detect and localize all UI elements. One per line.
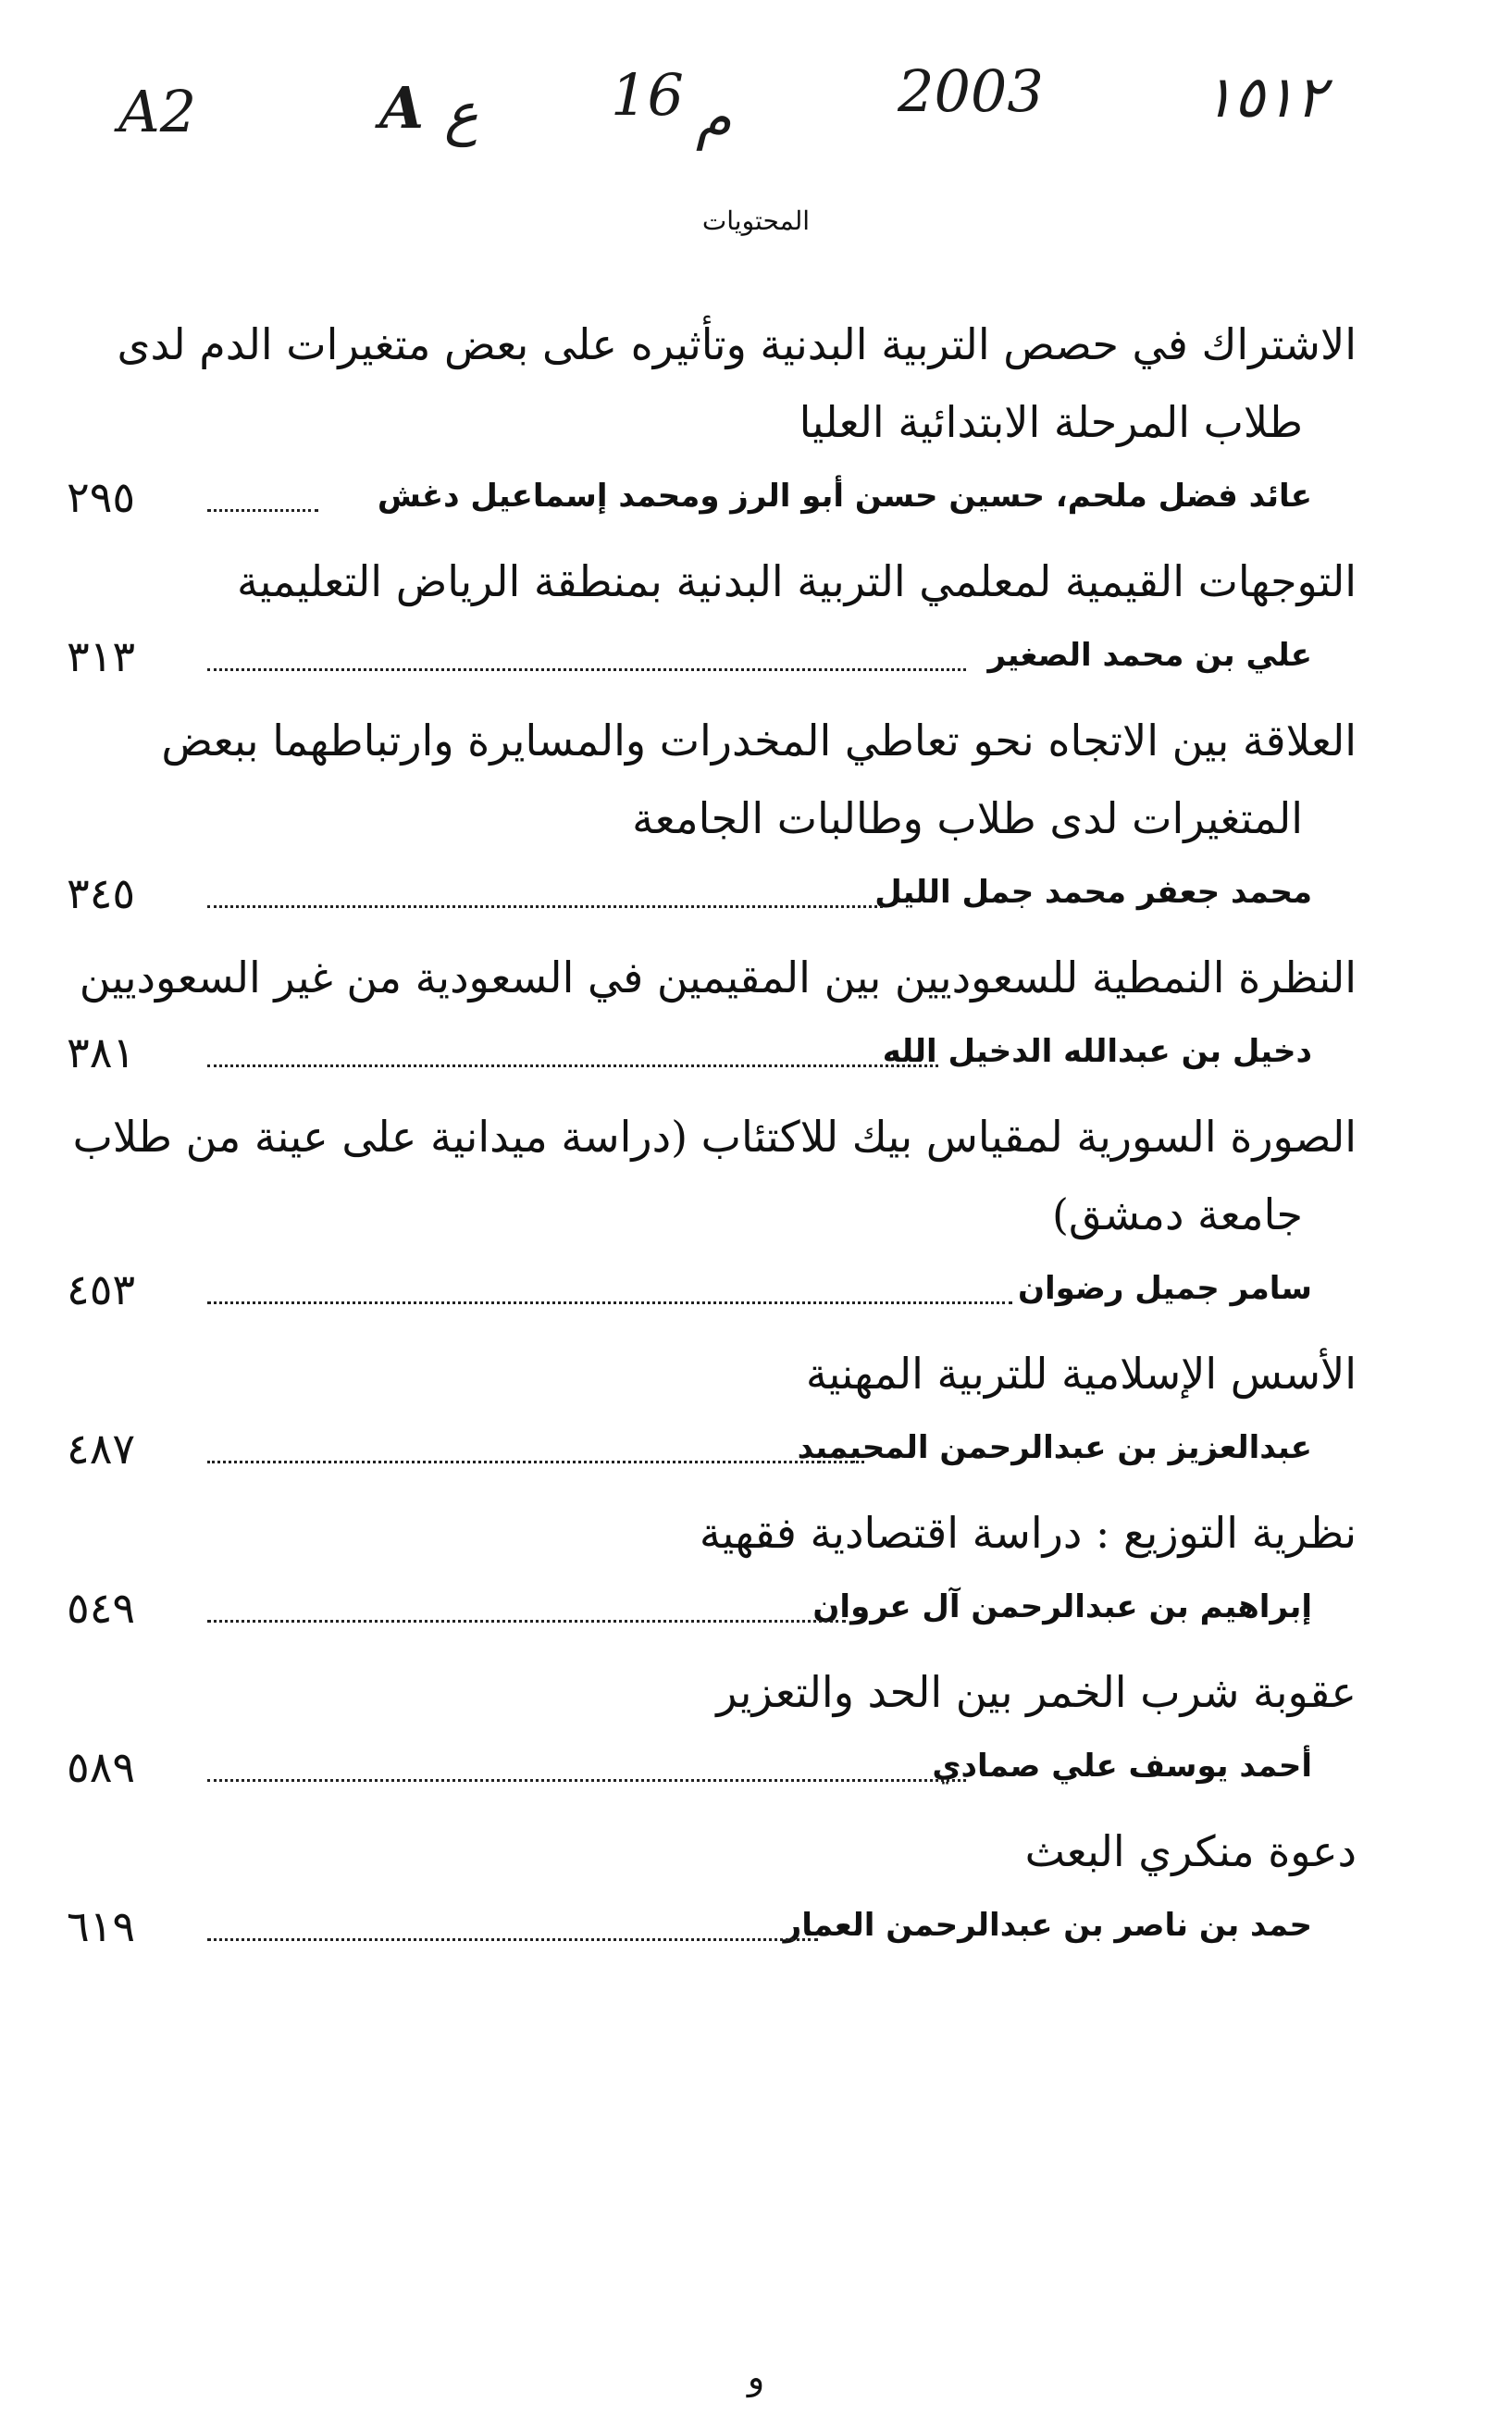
toc-entry — [0, 1494, 1512, 1653]
entry-title-line: الاشتراك في حصص التربية البدنية وتأثيره على بعض متغيرات الدم لدى — [117, 319, 1357, 369]
entry-author: أحمد يوسف علي صمادي — [932, 1748, 1312, 1785]
dot-leader — [207, 1938, 818, 1941]
handwritten-mark: 2003 — [898, 57, 1044, 125]
entry-page-number: ٣٨١ — [67, 1027, 136, 1077]
entry-author-line — [0, 1890, 1512, 1972]
entry-author: سامر جميل رضوان — [1017, 1270, 1312, 1307]
dot-leader — [207, 668, 966, 671]
entry-page-number: ٥٨٩ — [67, 1742, 136, 1792]
table-of-contents — [0, 305, 1512, 1972]
entry-page-number: ٢٩٥ — [67, 472, 136, 522]
entry-page-number: ٣١٣ — [67, 631, 136, 681]
entry-author-line — [0, 620, 1512, 702]
handwritten-mark: 16 — [611, 61, 684, 129]
entry-title-line: نظرية التوزيع : دراسة اقتصادية فقهية — [699, 1508, 1357, 1558]
dot-leader — [207, 509, 318, 512]
entry-author-line — [0, 1253, 1512, 1335]
entry-author-line — [0, 1413, 1512, 1494]
entry-author-line — [0, 461, 1512, 542]
handwritten-mark: م — [696, 83, 732, 151]
handwritten-mark: A2 — [118, 78, 197, 145]
entry-author: حمد بن ناصر بن عبدالرحمن العمار — [783, 1907, 1312, 1944]
entry-page-number: ٤٨٧ — [67, 1424, 136, 1474]
entry-title-line: المتغيرات لدى طلاب وطالبات الجامعة — [632, 793, 1303, 843]
entry-page-number: ٦١٩ — [67, 1901, 136, 1951]
entry-author-line — [0, 1572, 1512, 1653]
entry-title-line: طلاب المرحلة الابتدائية العليا — [799, 397, 1303, 447]
entry-author: عبدالعزيز بن عبدالرحمن المحيميد — [797, 1429, 1312, 1466]
toc-entry — [0, 542, 1512, 702]
dot-leader — [207, 1064, 938, 1067]
handwritten-mark: A — [379, 74, 425, 142]
toc-entry — [0, 1098, 1512, 1335]
entry-author-line — [0, 1016, 1512, 1098]
toc-entry — [0, 702, 1512, 939]
page-header-title: المحتويات — [701, 205, 811, 236]
entry-author: إبراهيم بن عبدالرحمن آل عروان — [812, 1588, 1312, 1625]
entry-author: عائد فضل ملحم، حسين حسن أبو الرز ومحمد إسماعيل دغش — [377, 478, 1312, 515]
entry-author-line — [0, 1731, 1512, 1812]
entry-title-line: الأسس الإسلامية للتربية المهنية — [805, 1349, 1357, 1399]
entry-author-line — [0, 857, 1512, 939]
entry-author: دخيل بن عبدالله الدخيل الله — [882, 1033, 1312, 1070]
dot-leader — [207, 1620, 846, 1623]
entry-title-line: العلاقة بين الاتجاه نحو تعاطي المخدرات والمسايرة وارتباطهما ببعض — [161, 716, 1357, 765]
entry-title-line: جامعة دمشق) — [1051, 1189, 1303, 1239]
toc-entry — [0, 305, 1512, 542]
toc-entry — [0, 1335, 1512, 1494]
entry-page-number: ٣٤٥ — [67, 868, 136, 918]
entry-title-line: التوجهات القيمية لمعلمي التربية البدنية بمنطقة الرياض التعليمية — [236, 556, 1357, 606]
entry-title-line: دعوة منكري البعث — [1024, 1826, 1357, 1876]
entry-author: محمد جعفر محمد جمل الليل — [874, 874, 1312, 911]
entry-title-line: الصورة السورية لمقياس بيك للاكتئاب (دراسة ميدانية على عينة من طلاب — [72, 1112, 1357, 1162]
entry-title-line: عقوبة شرب الخمر بين الحد والتعزير — [716, 1667, 1357, 1717]
entry-author: علي بن محمد الصغير — [987, 637, 1312, 674]
handwritten-mark: ع — [444, 80, 478, 147]
dot-leader — [207, 1779, 966, 1782]
dot-leader — [207, 1461, 864, 1463]
dot-leader — [207, 905, 883, 908]
toc-entry — [0, 1653, 1512, 1812]
dot-leader — [207, 1301, 1012, 1304]
toc-entry — [0, 939, 1512, 1098]
entry-page-number: ٥٤٩ — [67, 1583, 136, 1633]
handwritten-annotation — [0, 57, 1512, 159]
handwritten-mark: ١٥١٢ — [1203, 63, 1327, 131]
entry-title-line: النظرة النمطية للسعوديين بين المقيمين في السعودية من غير السعوديين — [79, 952, 1357, 1002]
entry-page-number: ٤٥٣ — [67, 1264, 136, 1314]
footer-page-letter: و — [747, 2357, 765, 2397]
toc-entry — [0, 1812, 1512, 1972]
